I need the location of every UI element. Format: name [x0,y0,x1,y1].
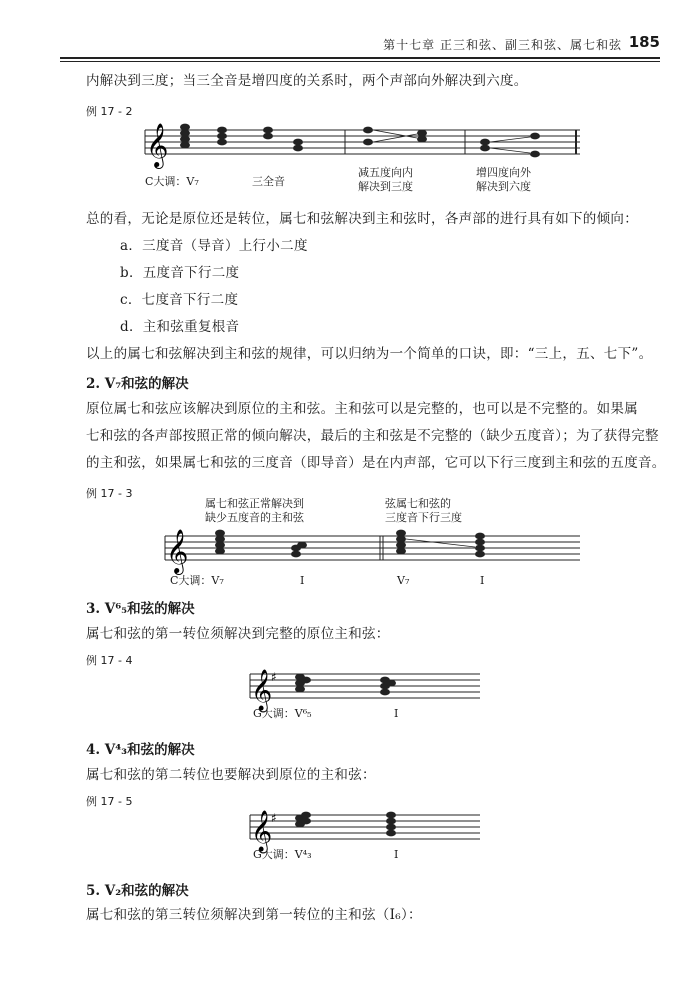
caption: Ⅰ [394,707,399,720]
list-item: d．主和弦重复根音 [120,319,240,335]
example-label: 例 17 - 5 [86,795,133,808]
svg-text:𝄞: 𝄞 [146,123,169,167]
caption: 解决到三度 [358,180,413,193]
header-rule-thin [60,61,660,62]
paragraph: 原位属七和弦应该解决到原位的主和弦。主和弦可以是完整的，也可以是不完整的。如果属 [86,401,638,417]
section-heading: 4. V⁴₃和弦的解决 [86,742,195,758]
example-label: 例 17 - 2 [86,105,133,118]
section-heading: 5. V₂和弦的解决 [86,883,189,899]
paragraph: 属七和弦的第二转位也要解决到原位的主和弦： [86,767,376,783]
list-item: b．五度音下行二度 [120,265,240,281]
paragraph: 以上的属七和弦解决到主和弦的规律，可以归纳为一个简单的口诀，即：“三上，五、七下”。 [86,346,653,362]
paragraph: 的主和弦，如果属七和弦的三度音（即导音）是在内声部，它可以下行三度到主和弦的五度音。 [86,455,666,471]
music-staff-example-17-4 [245,662,480,710]
svg-text:𝄞: 𝄞 [251,811,273,852]
paragraph: 内解决到三度；当三全音是增四度的关系时，两个声部向外解决到六度。 [86,73,528,89]
svg-text:♯: ♯ [271,811,277,825]
caption: 三度音下行三度 [385,511,462,524]
paragraph: 七和弦的各声部按照正常的倾向解决，最后的主和弦是不完整的（缺少五度音）；为了获得完整 [86,428,659,444]
caption: 弦属七和弦的 [385,497,451,510]
example-label: 例 17 - 3 [86,487,133,500]
svg-text:♯: ♯ [271,670,277,684]
caption: C大调：V₇ [170,574,224,587]
section-heading: 2. V₇和弦的解决 [86,376,189,392]
paragraph: 属七和弦的第三转位须解决到第一转位的主和弦（Ⅰ₆）： [86,907,422,923]
caption: 减五度向内 [358,166,413,179]
caption: Ⅰ [394,848,399,861]
running-header [60,30,660,56]
page-number: 185 [628,33,660,51]
paragraph: 属七和弦的第一转位须解决到完整的原位主和弦： [86,626,390,642]
caption: 属七和弦正常解决到 [205,497,304,510]
list-item: a．三度音（导音）上行小二度 [120,238,308,254]
caption: 解决到六度 [476,180,531,193]
caption: G大调：V⁴₃ [253,848,312,861]
caption: Ⅰ [300,574,305,587]
chapter-title: 第十七章 正三和弦、副三和弦、属七和弦 [383,38,622,52]
svg-text:𝄞: 𝄞 [251,670,273,711]
caption: V₇ [397,574,410,587]
music-staff-example-17-5 [245,803,480,851]
caption: 增四度向外 [476,166,531,179]
svg-text:𝄞: 𝄞 [166,529,189,573]
music-staff-example-17-3 [160,522,580,578]
header-rule [60,57,660,59]
caption: 三全音 [252,175,285,188]
example-label: 例 17 - 4 [86,654,133,667]
caption: C大调：V₇ [145,175,199,188]
caption: 缺少五度音的主和弦 [205,511,304,524]
caption: Ⅰ [480,574,485,587]
list-item: c．七度音下行二度 [120,292,239,308]
paragraph: 总的看，无论是原位还是转位，属七和弦解决到主和弦时，各声部的进行具有如下的倾向： [86,211,638,227]
section-heading: 3. V⁶₅和弦的解决 [86,601,195,617]
caption: G大调：V⁶₅ [253,707,312,720]
